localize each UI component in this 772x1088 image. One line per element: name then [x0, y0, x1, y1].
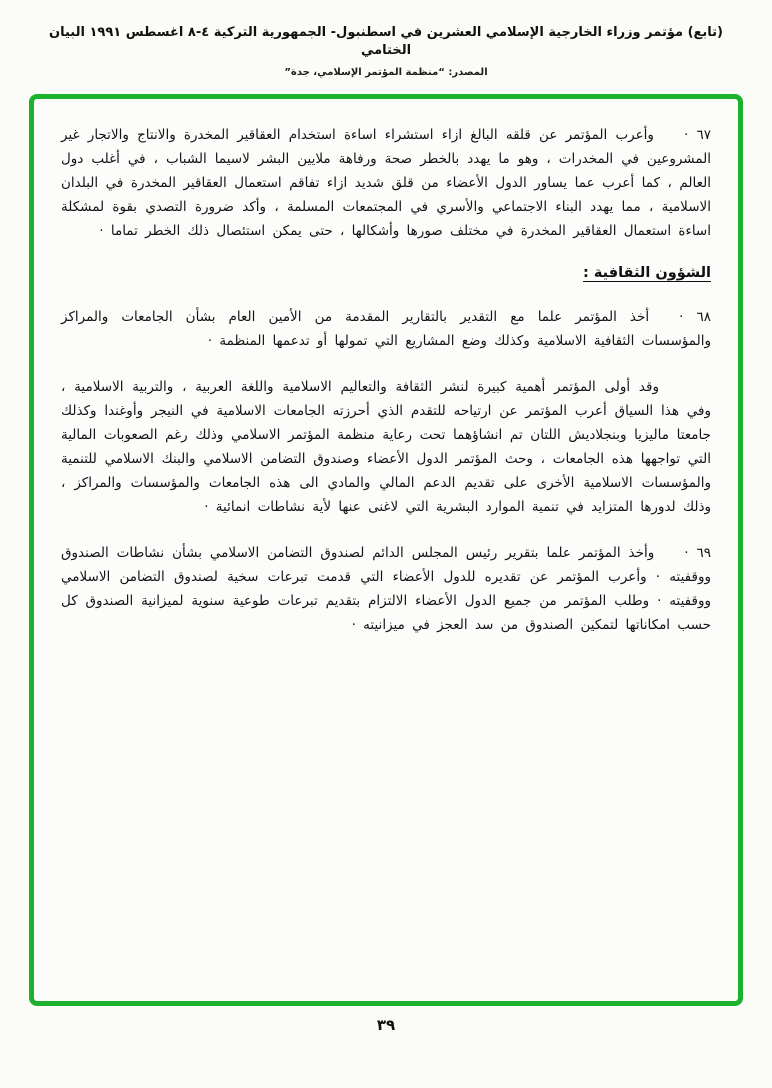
- paragraph-68: [61, 305, 711, 353]
- document-title: (تابع) مؤتمر وزراء الخارجية الإسلامي العشرين في اسطنبول- الجمهورية التركية ٤-٨ اغسطس ١٩٩١ البيان الختامي: [49, 25, 723, 58]
- paragraph-67-text: وأعرب المؤتمر عن قلقه البالغ ازاء استشراء اساءة استخدام العقاقير المخدرة والانتاج والاتجار غير المشروعين في المخدرات ، وهو ما يهدد بالخطر صحة ورفاهة ملايين البشر لاسيما الشباب ، في أغلب دول العالم ، كما أعرب عما يساور الدول الأعضاء من قلق شديد ازاء تفاقم استعمال العقاقير المخدرة في البلدان الاسلامية ، مما يهدد البناء الاجتماعي والأسري في المجتمعات المسلمة ، وأكد ضرورة التصدي بقوة لمشكلة اساءة استعمال العقاقير المخدرة في مختلف صورها وأشكالها ، حتى يمكن استئصال ذلك الخطر تماما ·: [61, 127, 711, 239]
- paragraph-69: [61, 541, 711, 637]
- paragraph-67: [61, 123, 711, 243]
- paragraph-69-text: وأخذ المؤتمر علما بتقرير رئيس المجلس الدائم لصندوق التضامن الاسلامي بشأن نشاطات الصندوق ووقفيته · وأعرب المؤتمر عن تقديره للدول الأعضاء التي قدمت تبرعات سخية لصندوق التضامن الاسلامي ووقفيته · وطلب المؤتمر من جميع الدول الأعضاء الالتزام بتقديم تبرعات طوعية سنوية لميزانية الصندوق كل حسب امكاناتها لتمكين الصندوق من سد العجز في ميزانيته ·: [61, 545, 711, 633]
- section-heading-cultural-affairs: الشؤون الثقافية :: [583, 265, 711, 281]
- paragraph-68-continuation: وقد أولى المؤتمر أهمية كبيرة لنشر الثقافة والتعاليم الاسلامية واللغة العربية ، والتربية الاسلامية ، وفي هذا السياق أعرب المؤتمر عن ارتياحه للتقدم الذي أحرزته الجامعات الاسلامية في النيجر وأوغندا وكذلك جامعتا ماليزيا وبنجلاديش اللتان تم انشاؤهما تحت رعاية منظمة المؤتمر الاسلامي وذلك رغم الصعوبات المالية التي تواجهها هذه الجامعات ، وحث المؤتمر الدول الأعضاء وصندوق التضامن الاسلامي والبنك الاسلامي للتنمية والمؤسسات الاسلامية الأخرى على تقديم الدعم المالي والمادي الى هذه الجامعات والمؤسسات والمراكز ، وذلك لدورها المتزايد في تنمية الموارد البشرية التي لاغنى عنها لأية نشاطات انمائية ·: [61, 379, 711, 515]
- paragraph-67-number: ٦٧ ·: [683, 127, 711, 143]
- content-frame: [29, 94, 743, 1006]
- page-header: [0, 0, 772, 78]
- paragraph-68-text: أخذ المؤتمر علما مع التقدير بالتقارير المقدمة من الأمين العام بشأن الجامعات والمراكز والمؤسسات الثقافية الاسلامية وكذلك وضع المشاريع التي تمولها أو تدعمها المنظمة ·: [61, 309, 711, 349]
- paragraph-69-number: ٦٩ ·: [684, 545, 711, 561]
- document-source-line: المصدر: “منظمة المؤتمر الإسلامي، جدة”: [284, 67, 488, 78]
- page-number: ٣٩: [376, 1016, 396, 1034]
- paragraph-68-number: ٦٨ ·: [679, 309, 712, 325]
